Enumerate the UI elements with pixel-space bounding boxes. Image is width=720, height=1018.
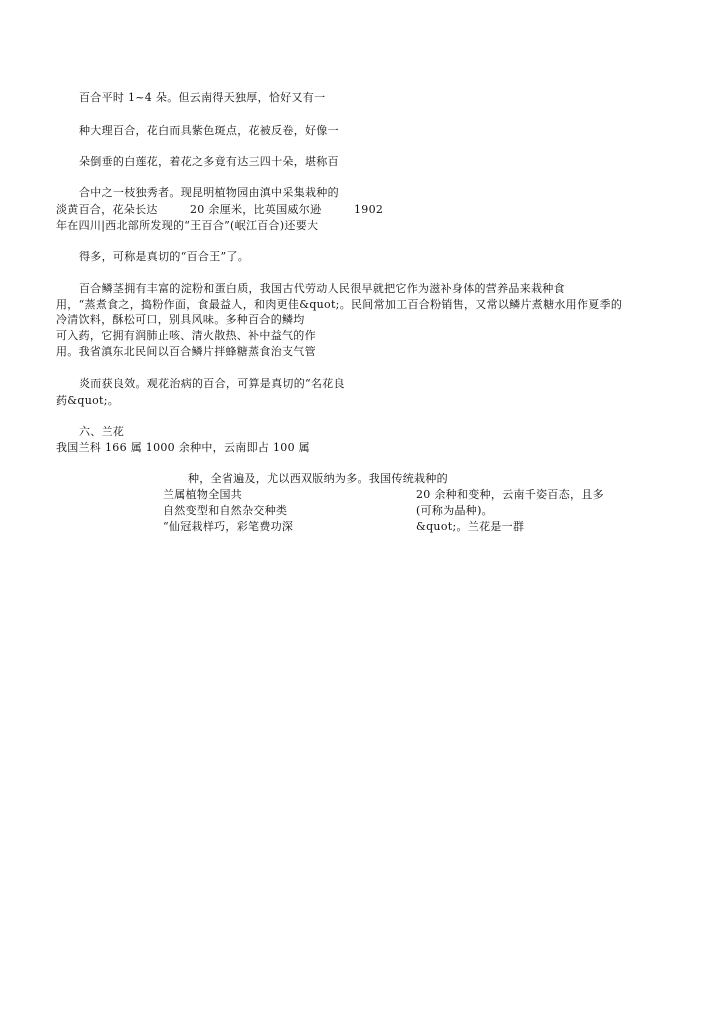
text-line: 冷清饮料，酥松可口，别具风味。多种百合的鳞均 <box>56 313 305 326</box>
text-line: 1902 <box>354 203 384 216</box>
column-left-line: “仙冠栽样巧，彩笔费功深 <box>163 520 294 533</box>
column-right-line: &quot;。兰花是一群 <box>416 520 525 533</box>
column-right-line: (可称为晶种)。 <box>416 504 493 517</box>
column-left-line: 兰属植物全国共 <box>163 488 243 501</box>
text-line: 淡黄百合，花朵长达 <box>56 203 158 216</box>
text-line: 我国兰科 166 属 1000 余种中，云南即占 100 属 <box>56 441 310 454</box>
text-line: 20 余厘米，比英国威尔逊 <box>190 203 322 216</box>
text-line: 种大理百合，花白而具紫色斑点，花被反卷，好像一 <box>79 124 339 137</box>
text-line: 百合鳞茎拥有丰富的淀粉和蛋白质，我国古代劳动人民很早就把它作为滋补身体的营养品来栽种食 <box>79 282 565 295</box>
text-line: 百合平时 1~4 朵。但云南得天独厚，恰好又有一 <box>79 91 326 104</box>
text-line: 用。我省滇东北民间以百合鳞片拌蜂糖蒸食治支气管 <box>56 345 316 358</box>
text-line: 可入药，它拥有润肺止咳、清火散热、补中益气的作 <box>56 329 316 342</box>
text-line: 药&quot;。 <box>56 394 120 407</box>
text-line: 合中之一枝独秀者。现昆明植物园由滇中采集栽种的 <box>79 186 339 199</box>
text-line: 种，全省遍及，尤以西双版纳为多。我国传统栽种的 <box>188 472 448 485</box>
text-line: 朵倒垂的白莲花，着花之多竟有达三四十朵，堪称百 <box>79 155 339 168</box>
column-left-line: 自然变型和自然杂交种类 <box>163 504 288 517</box>
text-line: 得多，可称是真切的“百合王”了。 <box>79 250 250 263</box>
text-line: 炎而获良效。观花治病的百合，可算是真切的“名花良 <box>79 377 345 390</box>
text-line: 用，“蒸煮食之，捣粉作面，食最益人，和肉更佳&quot;。民间常加工百合粉销售，又常以鳞片煮糖水用作夏季的 <box>56 298 623 311</box>
section-heading: 六、兰花 <box>79 425 125 438</box>
column-right-line: 20 余种和变种，云南千姿百态，且多 <box>416 488 604 501</box>
text-line: 年在四川|西北部所发现的“王百合”(岷江百合)还要大 <box>56 219 319 232</box>
